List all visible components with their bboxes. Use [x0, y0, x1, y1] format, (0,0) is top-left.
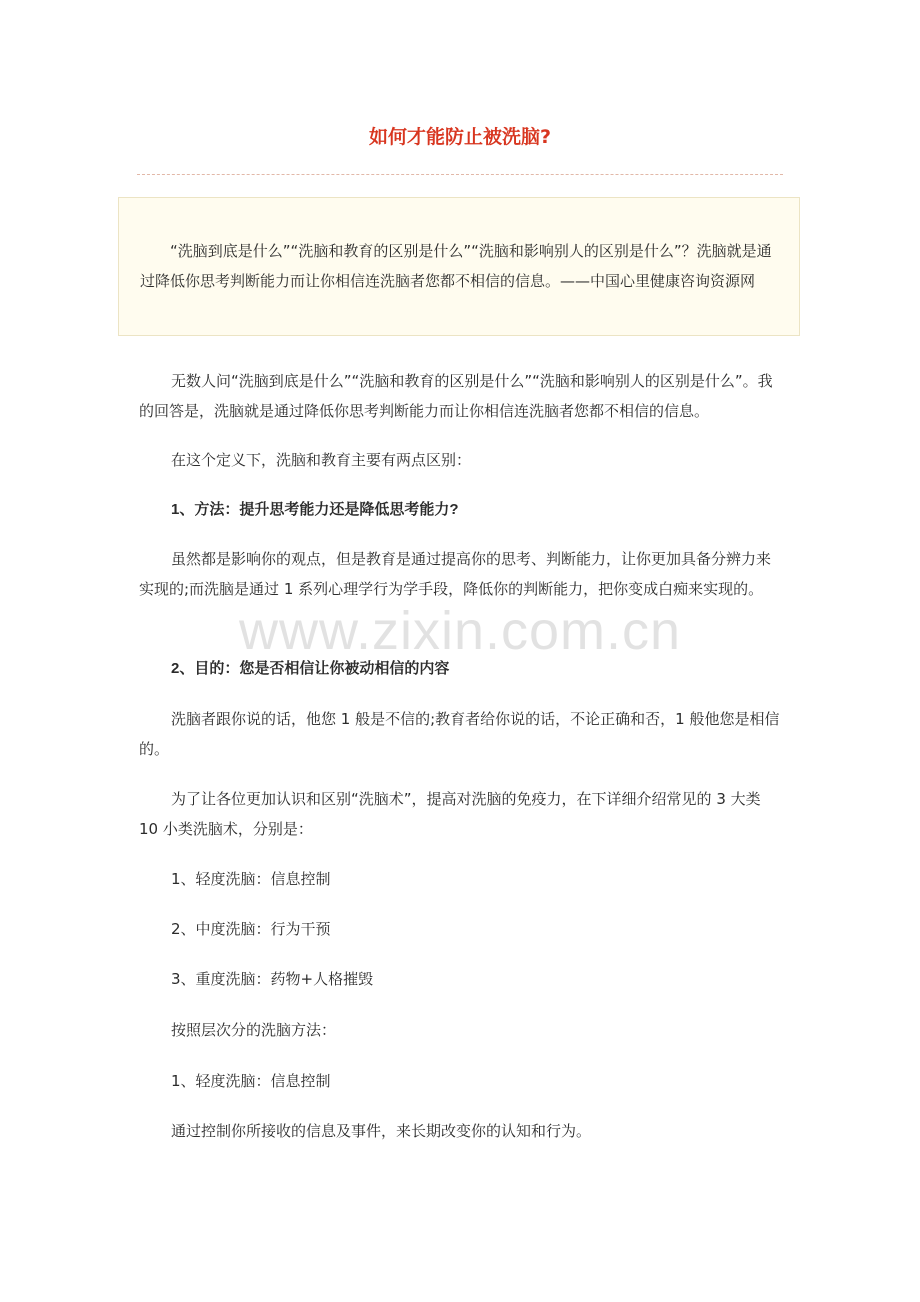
list-item-mild: 1、轻度洗脑：信息控制	[171, 870, 331, 888]
summary-text: “洗脑到底是什么”“洗脑和教育的区别是什么”“洗脑和影响别人的区别是什么”？洗脑就是通过降低你思考判断能力而让你相信连洗脑者您都不相信的信息。——中国心里健康咨询资源网	[140, 242, 772, 290]
list-item-moderate: 2、中度洗脑：行为干预	[171, 920, 331, 938]
paragraph-info-control: 通过控制你所接收的信息及事件，来长期改变你的认知和行为。	[171, 1122, 592, 1140]
paragraph-purpose: 洗脑者跟你说的话，他您 1 般是不信的;教育者给你说的话，不论正确和否，1 般他您是相信的。	[139, 710, 780, 758]
paragraph-categories: 为了让各位更加认识和区别“洗脑术”，提高对洗脑的免疫力，在下详细介绍常见的 3 大类 10 小类洗脑术，分别是：	[139, 790, 761, 838]
heading-method: 1、方法：提升思考能力还是降低思考能力?	[171, 501, 459, 518]
paragraph-definition: 在这个定义下，洗脑和教育主要有两点区别：	[171, 451, 472, 469]
title-divider	[137, 174, 783, 175]
paragraph-intro: 无数人问“洗脑到底是什么”“洗脑和教育的区别是什么”“洗脑和影响别人的区别是什么”。我的回答是，洗脑就是通过降低你思考判断能力而让你相信连洗脑者您都不相信的信息。	[139, 372, 773, 420]
watermark: www.zixin.com.cn	[238, 601, 682, 661]
heading-purpose: 2、目的：您是否相信让你被动相信的内容	[171, 660, 450, 677]
page-title: 如何才能防止被洗脑?	[368, 126, 552, 148]
list-item-mild-repeat: 1、轻度洗脑：信息控制	[171, 1072, 331, 1090]
paragraph-method: 虽然都是影响你的观点，但是教育是通过提高你的思考、判断能力，让你更加具备分辨力来实现的;而洗脑是通过 1 系列心理学行为学手段，降低你的判断能力，把你变成白痴来实现的。	[139, 550, 772, 598]
paragraph-levels: 按照层次分的洗脑方法：	[171, 1021, 337, 1039]
summary-box	[118, 197, 800, 336]
list-item-severe: 3、重度洗脑：药物+人格摧毁	[171, 970, 374, 988]
